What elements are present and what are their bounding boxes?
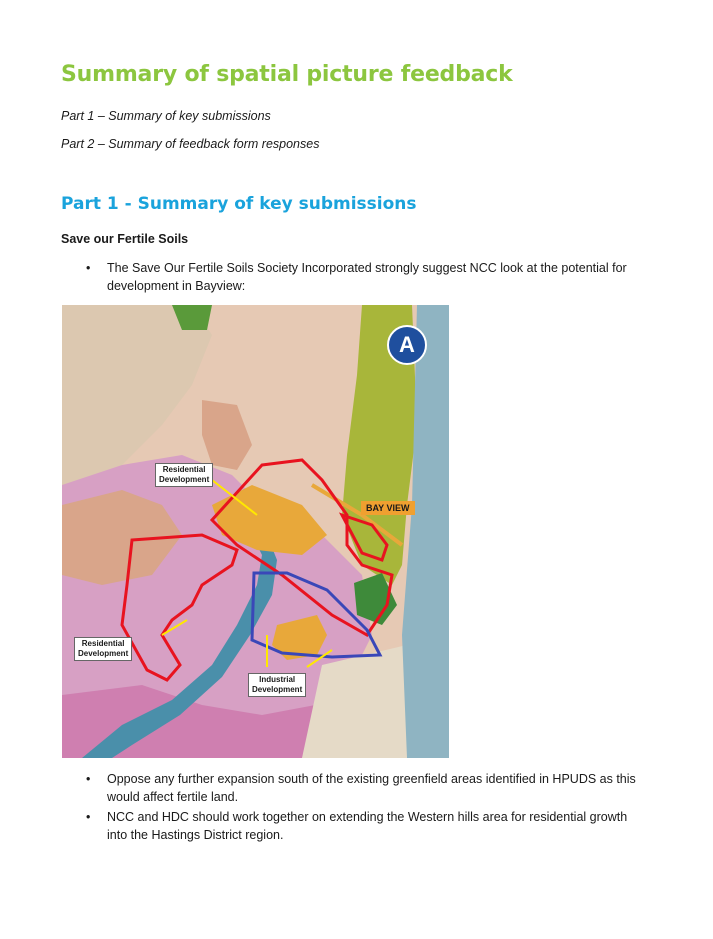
bullet-dot-icon: • <box>86 772 91 786</box>
section-heading: Part 1 - Summary of key submissions <box>61 194 417 214</box>
bullet-item <box>86 808 646 846</box>
page-title: Summary of spatial picture feedback <box>61 62 513 87</box>
bullet-dot-icon: • <box>86 261 91 275</box>
subheading: Save our Fertile Soils <box>61 232 189 246</box>
callout-line-1: Residential <box>81 639 125 648</box>
bullet-item <box>86 770 646 808</box>
map-badge-letter: A <box>399 332 415 357</box>
bullet-text: Oppose any further expansion south of the existing greenfield areas identified in HPUDS as this would affect fertile land. <box>107 772 636 804</box>
map-callout-industrial <box>248 673 306 697</box>
bullet-item <box>86 259 646 299</box>
map-place-label: BAY VIEW <box>361 501 415 515</box>
callout-line-1: Industrial <box>259 675 296 684</box>
zoning-map <box>62 305 449 758</box>
callout-line-1: Residential <box>162 465 206 474</box>
callout-line-2: Development <box>159 475 210 484</box>
map-callout-residential-top <box>155 463 213 487</box>
bullet-text: The Save Our Fertile Soils Society Incorporated strongly suggest NCC look at the potential for development in Bayview: <box>107 261 627 293</box>
bullet-dot-icon: • <box>86 810 91 824</box>
toc-item-part-2: Part 2 – Summary of feedback form responses <box>61 137 320 151</box>
map-callout-residential-left <box>74 637 132 661</box>
bullet-text: NCC and HDC should work together on extending the Western hills area for residential growth into the Hastings District region. <box>107 810 628 842</box>
callout-line-2: Development <box>252 685 303 694</box>
callout-line-2: Development <box>78 649 129 658</box>
toc-item-part-1: Part 1 – Summary of key submissions <box>61 109 271 123</box>
